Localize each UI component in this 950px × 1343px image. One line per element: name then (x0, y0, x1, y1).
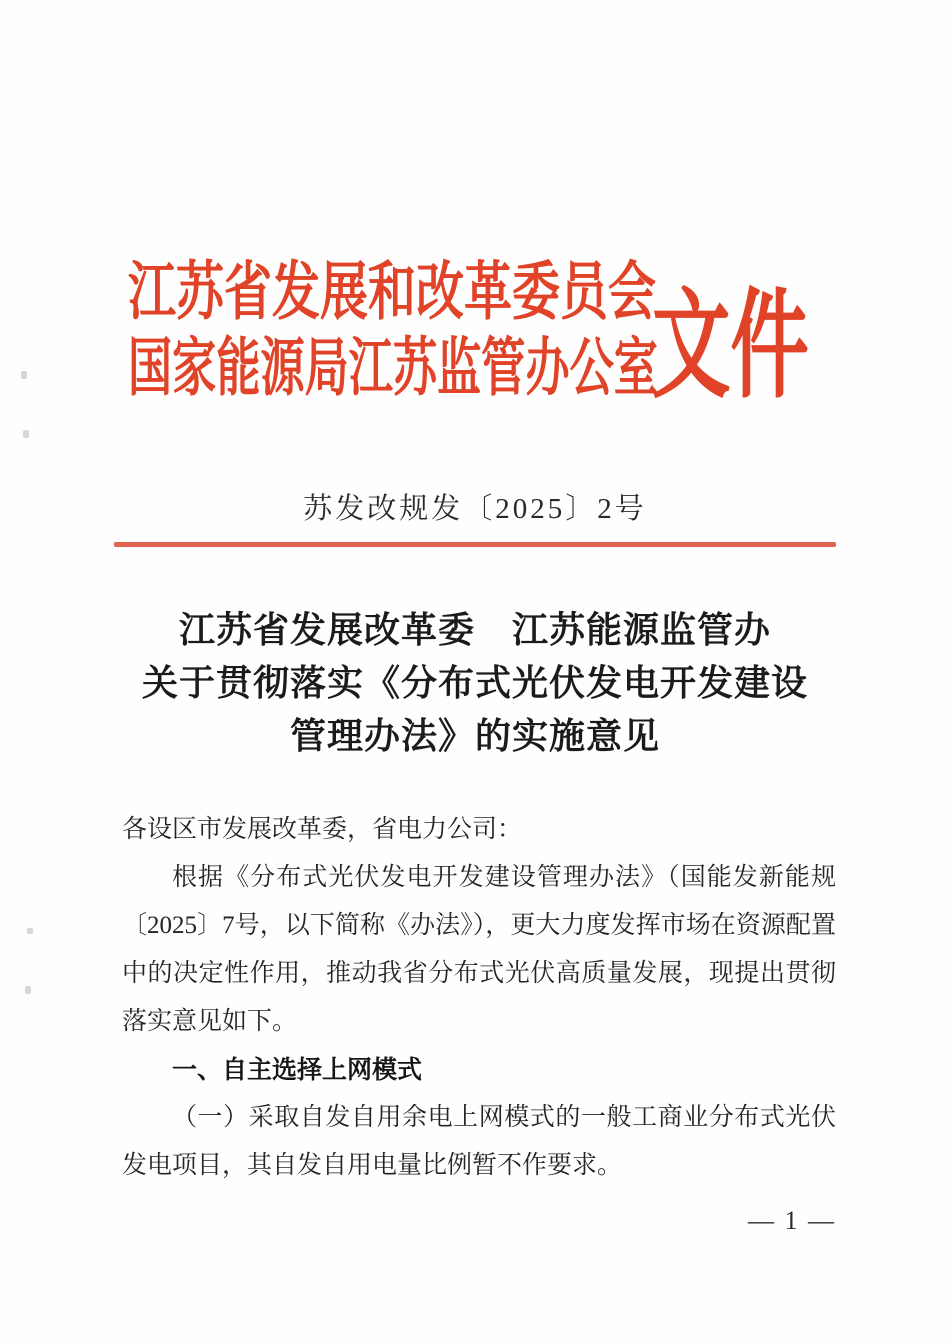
letterhead-document-word: 文件 (652, 281, 809, 414)
document-number: 苏发改规发〔2025〕2号 (303, 493, 647, 525)
document-body (122, 806, 836, 1190)
body-paragraph-2: （一）采取自发自用余电上网模式的一般工商业分布式光伏发电项目，其自发自用电量比例暂不作要求。 (122, 1104, 836, 1179)
scan-artifact (21, 371, 27, 379)
scan-artifact (25, 986, 31, 994)
body-paragraph-1: 根据《分布式光伏发电开发建设管理办法》（国能发新能规〔2025〕7号，以下简称《办法》），更大力度发挥市场在资源配置中的决定性作用，推动我省分布式光伏高质量发展，现提出贯彻落实意见如下。 (122, 864, 836, 1035)
salutation: 各设区市发展改革委，省电力公司： (122, 816, 523, 843)
scan-artifact (23, 430, 29, 438)
scan-artifact (27, 928, 33, 934)
section-heading-1: 一、自主选择上网模式 (172, 1056, 423, 1084)
title-line2: 关于贯彻落实《分布式光伏发电开发建设 (141, 663, 808, 703)
page-number: — 1 — (748, 1206, 836, 1235)
red-divider-line (114, 542, 836, 547)
letterhead-org-line2: 国家能源局江苏监管办公室 (128, 334, 658, 404)
document-title (0, 604, 950, 763)
letterhead-org-line1: 江苏省发展和改革委员会 (128, 258, 657, 328)
title-line3: 管理办法》的实施意见 (289, 716, 660, 756)
title-line1: 江苏省发展改革委 江苏能源监管办 (178, 610, 771, 650)
